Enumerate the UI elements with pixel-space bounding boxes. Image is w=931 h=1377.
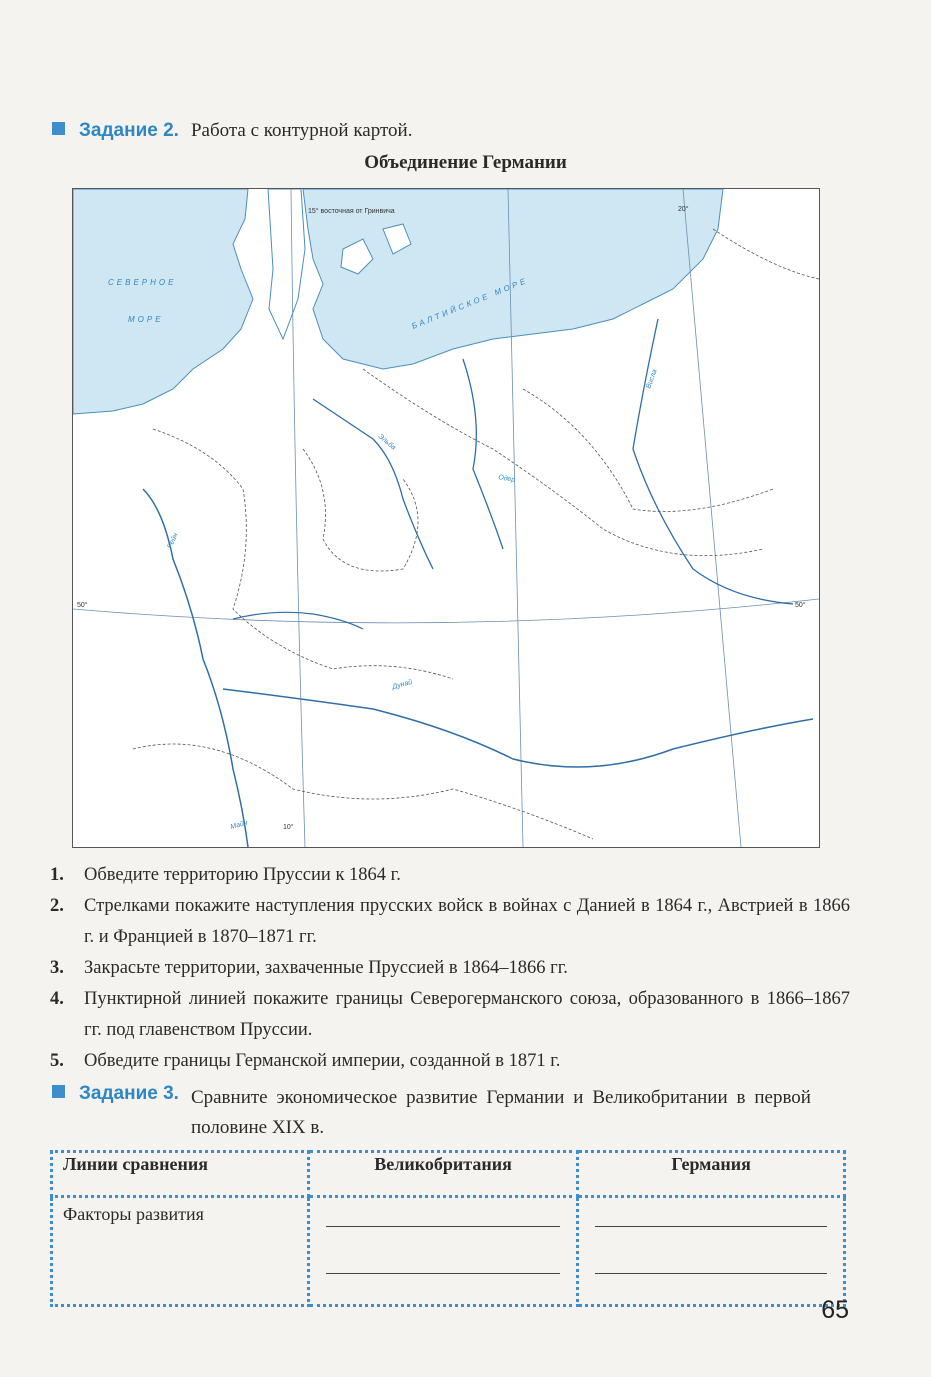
baltic-sea <box>303 189 723 369</box>
border-3 <box>133 744 593 839</box>
border-4 <box>523 389 773 512</box>
label-oder: Одер <box>497 474 516 484</box>
label-vistula: Висла <box>645 368 659 390</box>
bullet-square-icon <box>52 1085 65 1098</box>
map-title: Объединение Германии <box>364 152 567 173</box>
task-2-text: Работа с контурной картой. <box>190 120 413 141</box>
label-north-sea-2: МОРЕ <box>128 315 164 324</box>
label-parallel-50-right: 50° <box>795 602 806 609</box>
question-item: 3. Закрасьте территории, захваченные Пруссией в 1864–1866 гг. <box>50 958 568 978</box>
river-vistula <box>633 319 793 604</box>
label-danube: Дунай <box>391 678 413 691</box>
border-6 <box>713 229 819 279</box>
table-header: Великобритания <box>308 1152 577 1197</box>
table-header: Германия <box>578 1152 845 1197</box>
river-rhine <box>143 489 248 847</box>
border-2 <box>363 369 763 556</box>
question-item: 1. Обведите территорию Пруссии к 1864 г. <box>50 865 401 885</box>
question-item: 5. Обведите границы Германской империи, созданной в 1871 г. <box>50 1051 561 1071</box>
answer-cell-britain[interactable] <box>308 1197 577 1306</box>
river-oder <box>463 359 503 549</box>
label-rhine: Рейн <box>166 532 180 550</box>
label-parallel-50-left: 50° <box>77 602 88 609</box>
river-danube <box>223 689 813 767</box>
task-2-heading <box>52 120 412 142</box>
table-header: Линии сравнения <box>52 1152 309 1197</box>
label-elbe: Эльба <box>376 433 397 452</box>
label-main: Майн <box>229 819 249 831</box>
label-meridian-20: 20° <box>678 206 689 213</box>
task-3-heading <box>52 1083 852 1143</box>
question-item: 2. Стрелками покажите наступления прусских войск в войнах с Данией в 1864 г., Австрией в 1866 г. и Францией в 1870–1871 гг. <box>50 896 850 947</box>
questions-list <box>50 860 850 1077</box>
page-number: 65 <box>821 1296 849 1324</box>
bullet-square-icon <box>52 122 65 135</box>
label-north-sea-1: СЕВЕРНОЕ <box>108 278 177 287</box>
task-3-text: Сравните экономическое развитие Германии и Великобритании в первой половине XIX в. <box>190 1087 811 1138</box>
comparison-table <box>50 1150 846 1307</box>
task-2-label: Задание 2. <box>79 120 179 141</box>
north-sea <box>73 189 253 414</box>
question-item: 4. Пунктирной линией покажите границы Северогерманского союза, образованного в 1866–1867 гг. под главенством Пруссии. <box>50 989 850 1040</box>
task-3-label: Задание 3. <box>79 1083 179 1104</box>
table-row <box>52 1197 845 1306</box>
contour-map[interactable] <box>72 188 820 848</box>
table-cell-label: Факторы развития <box>52 1197 309 1306</box>
answer-cell-germany[interactable] <box>578 1197 845 1306</box>
label-10: 10° <box>283 824 294 831</box>
border-5 <box>303 449 418 571</box>
label-top-note: 15° восточная от Гринвича <box>308 208 395 215</box>
label-baltic-sea: БАЛТИЙСКОЕ МОРЕ <box>410 275 530 331</box>
border-1 <box>153 429 453 679</box>
